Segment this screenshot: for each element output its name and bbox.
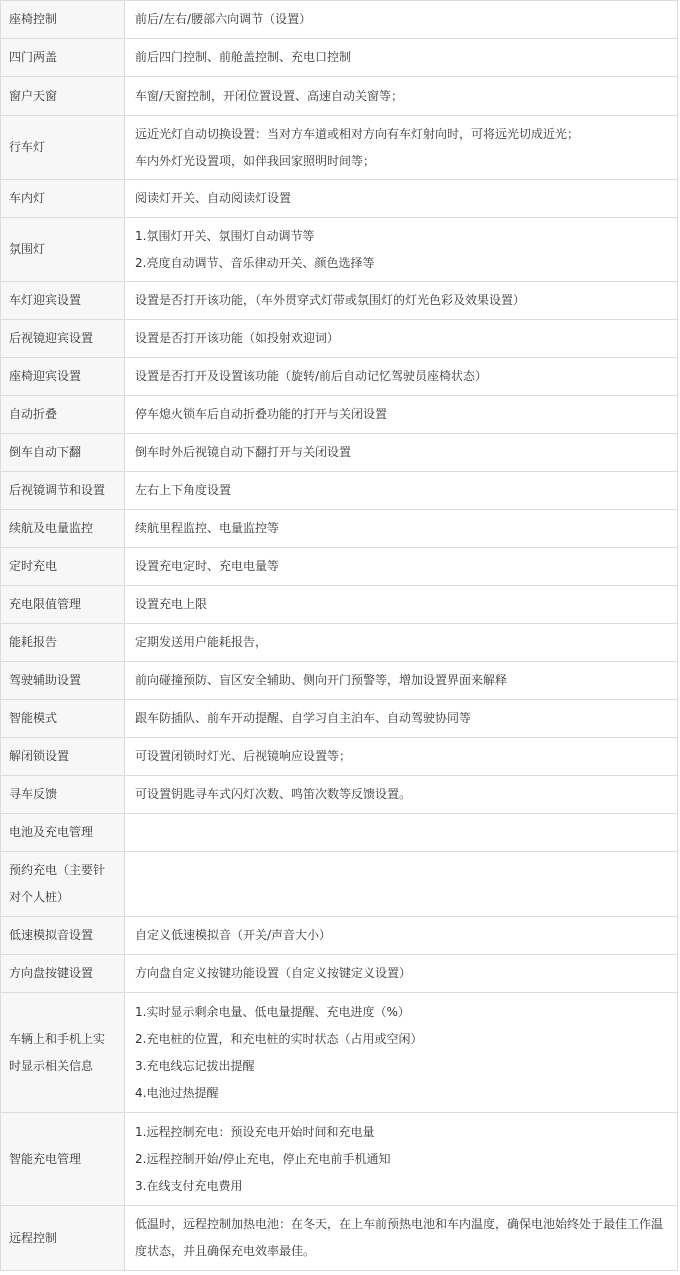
feature-description-cell: [125, 434, 678, 472]
feature-name-cell: 能耗报告: [1, 624, 125, 662]
description-line: 2.亮度自动调节、音乐律动开关、颜色选择等: [135, 255, 375, 270]
feature-table-body: [1, 1, 678, 1271]
feature-name-cell: 行车灯: [1, 116, 125, 180]
feature-name-cell: 倒车自动下翻: [1, 434, 125, 472]
feature-name-cell: 解闭锁设置: [1, 738, 125, 776]
description-line: 方向盘自定义按键功能设置（自定义按键定义设置）: [135, 966, 412, 980]
feature-description-cell: [125, 624, 678, 662]
feature-name-cell: 窗户天窗: [1, 77, 125, 116]
description-line: 设置是否打开该功能（如投射欢迎词）: [135, 331, 340, 345]
feature-description-cell: [125, 993, 678, 1113]
feature-name-cell: 智能充电管理: [1, 1113, 125, 1206]
description-line: 可设置钥匙寻车式闪灯次数、鸣笛次数等反馈设置。: [135, 787, 412, 801]
feature-name-cell: 车辆上和手机上实时显示相关信息: [1, 993, 125, 1113]
feature-name-cell: 智能模式: [1, 700, 125, 738]
feature-description-cell: [125, 282, 678, 320]
description-line: 设置是否打开及设置该功能（旋转/前后自动记忆驾驶员座椅状态）: [135, 369, 488, 383]
feature-description-cell: [125, 510, 678, 548]
table-row: [1, 548, 678, 586]
feature-description-cell: [125, 218, 678, 282]
table-row: [1, 396, 678, 434]
description-line: 自定义低速模拟音（开关/声音大小）: [135, 928, 332, 942]
feature-name-cell: 方向盘按键设置: [1, 955, 125, 993]
table-row: [1, 434, 678, 472]
feature-description-cell: [125, 1, 678, 39]
table-row: [1, 624, 678, 662]
feature-name-cell: 座椅迎宾设置: [1, 358, 125, 396]
feature-name-cell: 预约充电（主要针对个人桩）: [1, 852, 125, 917]
description-line: 3.充电线忘记拔出提醒: [135, 1058, 255, 1073]
table-row: [1, 955, 678, 993]
table-row: [1, 586, 678, 624]
description-line: 倒车时外后视镜自动下翻打开与关闭设置: [135, 445, 352, 459]
feature-description-cell: [125, 955, 678, 993]
feature-name-cell: 车灯迎宾设置: [1, 282, 125, 320]
feature-description-cell: [125, 116, 678, 180]
feature-name-cell: 车内灯: [1, 180, 125, 218]
description-line: 续航里程监控、电量监控等: [135, 521, 280, 535]
feature-description-cell: [125, 358, 678, 396]
description-line: 前后/左右/腰部六向调节（设置）: [135, 12, 312, 26]
feature-description-cell: [125, 396, 678, 434]
feature-description-cell: [125, 738, 678, 776]
feature-description-cell: [125, 662, 678, 700]
feature-name-cell: 自动折叠: [1, 396, 125, 434]
description-line: 车内外灯光设置项，如伴我回家照明时间等；: [135, 153, 376, 168]
description-line: 1.实时显示剩余电量、低电量提醒、充电进度（%）: [135, 1004, 410, 1019]
feature-name-cell: 电池及充电管理: [1, 814, 125, 852]
description-line: 停车熄火锁车后自动折叠功能的打开与关闭设置: [135, 407, 388, 421]
feature-name-cell: 远程控制: [1, 1206, 125, 1271]
description-line: 设置是否打开该功能，（车外贯穿式灯带或氛围灯的灯光色彩及效果设置）: [135, 293, 526, 307]
table-row: [1, 814, 678, 852]
description-line: 可设置闭锁时灯光、后视镜响应设置等；: [135, 749, 352, 763]
table-row: [1, 116, 678, 180]
description-line: 跟车防插队、前车开动提醒、自学习自主泊车、自动驾驶协同等: [135, 711, 472, 725]
description-line: 低温时，远程控制加热电池：在冬天，在上车前预热电池和车内温度，确保电池始终处于最佳工作温度状态，并且确保充电效率最佳。: [135, 1217, 664, 1258]
table-row: [1, 738, 678, 776]
description-line: 阅读灯开关、自动阅读灯设置: [135, 191, 292, 205]
feature-name-cell: 低速模拟音设置: [1, 917, 125, 955]
table-row: [1, 320, 678, 358]
table-row: [1, 993, 678, 1113]
description-line: 2.远程控制开始/停止充电，停止充电前手机通知: [135, 1151, 391, 1166]
feature-name-cell: 座椅控制: [1, 1, 125, 39]
table-row: [1, 39, 678, 77]
feature-name-cell: 充电限值管理: [1, 586, 125, 624]
description-line: 1.远程控制充电：预设充电开始时间和充电量: [135, 1124, 375, 1139]
feature-name-cell: 定时充电: [1, 548, 125, 586]
table-row: [1, 917, 678, 955]
feature-description-cell: [125, 917, 678, 955]
feature-description-cell: [125, 852, 678, 917]
table-row: [1, 77, 678, 116]
feature-description-cell: [125, 586, 678, 624]
description-line: 前后四门控制、前舱盖控制、充电口控制: [135, 50, 352, 64]
feature-description-cell: [125, 1206, 678, 1271]
description-line: 1.氛围灯开关、氛围灯自动调节等: [135, 228, 315, 243]
table-row: [1, 776, 678, 814]
description-line: 2.充电桩的位置，和充电桩的实时状态（占用或空闲）: [135, 1031, 423, 1046]
feature-name-cell: 寻车反馈: [1, 776, 125, 814]
feature-name-cell: 氛围灯: [1, 218, 125, 282]
description-line: 车窗/天窗控制，开闭位置设置、高速自动关窗等；: [135, 88, 404, 103]
feature-description-cell: [125, 776, 678, 814]
description-line: 定期发送用户能耗报告，: [135, 635, 268, 649]
description-line: 设置充电定时、充电电量等: [135, 559, 280, 573]
feature-name-cell: 四门两盖: [1, 39, 125, 77]
description-line: 4.电池过热提醒: [135, 1085, 219, 1100]
table-row: [1, 218, 678, 282]
table-row: [1, 180, 678, 218]
feature-description-cell: [125, 320, 678, 358]
feature-description-cell: [125, 180, 678, 218]
feature-description-cell: [125, 814, 678, 852]
feature-description-cell: [125, 548, 678, 586]
table-row: [1, 358, 678, 396]
table-row: [1, 852, 678, 917]
feature-name-cell: 驾驶辅助设置: [1, 662, 125, 700]
feature-description-cell: [125, 700, 678, 738]
feature-description-cell: [125, 77, 678, 116]
description-line: 远近光灯自动切换设置：当对方车道或相对方向有车灯射向时，可将远光切成近光；: [135, 126, 580, 141]
description-line: 设置充电上限: [135, 597, 208, 611]
feature-name-cell: 续航及电量监控: [1, 510, 125, 548]
feature-name-cell: 后视镜迎宾设置: [1, 320, 125, 358]
feature-description-cell: [125, 1113, 678, 1206]
table-row: [1, 1113, 678, 1206]
table-row: [1, 700, 678, 738]
table-row: [1, 510, 678, 548]
feature-description-cell: [125, 39, 678, 77]
feature-description-cell: [125, 472, 678, 510]
description-line: 3.在线支付充电费用: [135, 1178, 243, 1193]
description-line: 左右上下角度设置: [135, 483, 232, 497]
table-row: [1, 282, 678, 320]
feature-name-cell: 后视镜调节和设置: [1, 472, 125, 510]
table-row: [1, 1206, 678, 1271]
table-row: [1, 662, 678, 700]
table-row: [1, 472, 678, 510]
description-line: 前向碰撞预防、盲区安全辅助、侧向开门预警等，增加设置界面来解释: [135, 673, 508, 687]
table-row: [1, 1, 678, 39]
